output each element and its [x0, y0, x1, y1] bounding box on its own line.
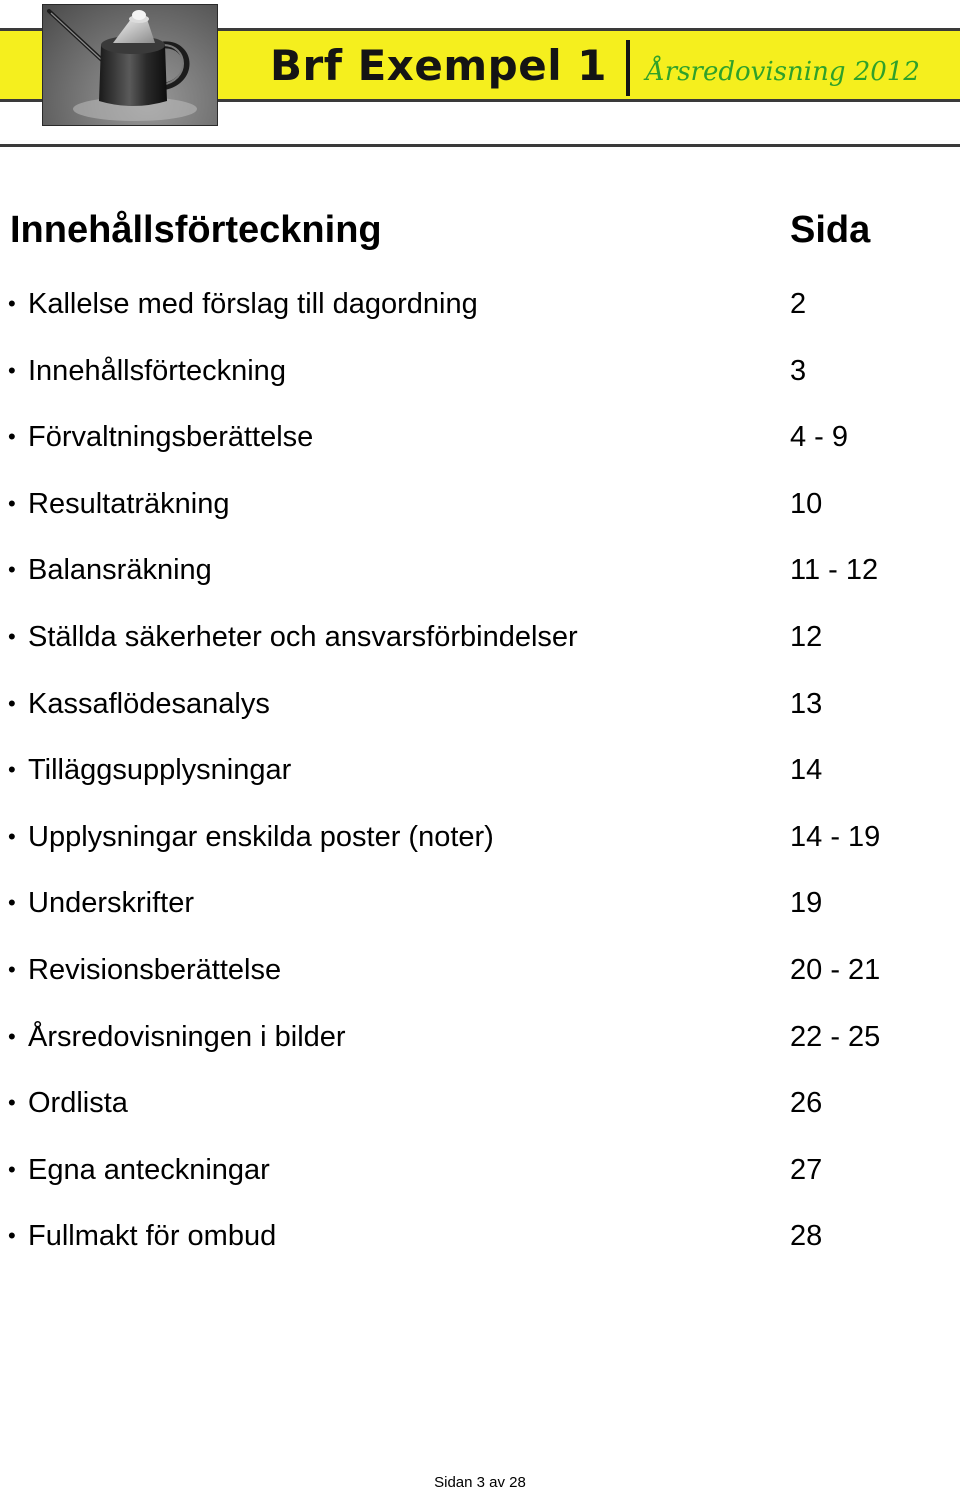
toc-item-title: Kassaflödesanalys: [28, 687, 270, 720]
toc-page-column-heading: Sida: [790, 209, 871, 251]
toc-item-page: 22 - 25: [790, 1020, 881, 1053]
logo: [42, 4, 218, 126]
toc-item: [0, 536, 960, 603]
toc-item-title: Fullmakt för ombud: [28, 1220, 277, 1253]
toc-item-page: 14 - 19: [790, 820, 881, 853]
bullet-icon: •: [8, 1090, 16, 1116]
toc-item-title: Underskrifter: [28, 887, 194, 920]
toc-item-page: 19: [790, 887, 823, 920]
toc-item-page: 12: [790, 620, 823, 653]
toc-item: [0, 670, 960, 737]
bullet-icon: •: [8, 757, 16, 783]
bullet-icon: •: [8, 557, 16, 583]
toc-item-title: Ordlista: [28, 1087, 128, 1120]
toc-item-title: Egna anteckningar: [28, 1153, 270, 1186]
toc-list: [0, 270, 960, 1269]
toc-item: [0, 470, 960, 537]
toc-item: [0, 403, 960, 470]
toc-item-page: 10: [790, 487, 823, 520]
toc-item: [0, 869, 960, 936]
toc-item-page: 13: [790, 687, 823, 720]
brand-name: Brf Exempel 1: [270, 41, 607, 90]
bullet-icon: •: [8, 1156, 16, 1182]
toc-item: [0, 936, 960, 1003]
brand-divider: [626, 40, 630, 96]
toc-item-page: 4 - 9: [790, 421, 849, 454]
toc-item-title: Kallelse med förslag till dagordning: [28, 288, 478, 320]
bullet-icon: •: [8, 357, 16, 383]
report-subtitle: Årsredovisning 2012: [646, 57, 920, 87]
page-indicator: Sidan 3 av 28: [434, 1474, 526, 1491]
toc-item-title: Balansräkning: [28, 554, 212, 587]
toc-item-title: Innehållsförteckning: [28, 354, 286, 387]
bullet-icon: •: [8, 690, 16, 716]
toc-item: [0, 1136, 960, 1203]
bullet-icon: •: [8, 1023, 16, 1049]
toc-item-title: Förvaltningsberättelse: [28, 421, 314, 454]
toc-item-page: 20 - 21: [790, 953, 881, 986]
toc-item: [0, 1069, 960, 1136]
toc-item-page: 28: [790, 1220, 823, 1253]
header-rule: [0, 144, 960, 147]
oil-can-icon: [43, 5, 217, 125]
toc-item-page: 3: [790, 354, 807, 387]
bullet-icon: •: [8, 890, 16, 916]
toc-item: [0, 270, 960, 337]
toc-item-title: Revisionsberättelse: [28, 953, 282, 986]
toc-item-page: 14: [790, 754, 823, 787]
bullet-icon: •: [8, 291, 16, 316]
toc-item: [0, 736, 960, 803]
toc-item: [0, 603, 960, 670]
toc-item: [0, 1202, 960, 1269]
toc-item-page: 27: [790, 1153, 823, 1186]
toc-item: [0, 1003, 960, 1070]
bullet-icon: •: [8, 490, 16, 516]
toc-item-title: Ställda säkerheter och ansvarsförbindelser: [28, 620, 578, 653]
bullet-icon: •: [8, 956, 16, 982]
toc-item: [0, 337, 960, 404]
bullet-icon: •: [8, 623, 16, 649]
toc-heading: Innehållsförteckning: [10, 209, 382, 251]
toc-item-page: 2: [790, 288, 807, 320]
bullet-icon: •: [8, 1223, 16, 1249]
toc-item-title: Upplysningar enskilda poster (noter): [28, 820, 494, 853]
bullet-icon: •: [8, 823, 16, 849]
toc-item-title: Tilläggsupplysningar: [28, 754, 292, 787]
bullet-icon: •: [8, 424, 16, 450]
toc-item-page: 11 - 12: [790, 554, 879, 587]
toc-item-page: 26: [790, 1087, 823, 1120]
toc-item-title: Resultaträkning: [28, 487, 230, 520]
toc-item-title: Årsredovisningen i bilder: [28, 1020, 346, 1053]
toc-item: [0, 803, 960, 870]
